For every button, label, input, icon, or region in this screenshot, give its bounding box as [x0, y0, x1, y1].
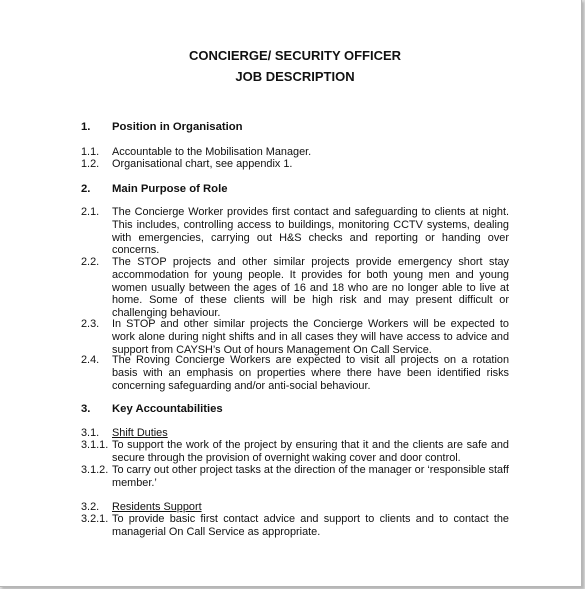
item-text: The Concierge Worker provides first contact and safeguarding to clients at night. This includes, controlling access to buildings, monitoring CCTV systems, dealing with emergencies, carrying out H&S checks and reporting or handing over concerns. — [112, 206, 509, 257]
item-text: To support the work of the project by ensuring that it and the clients are safe and secure through the provision of overnight waking cover and door control. — [112, 439, 509, 464]
list-item — [81, 256, 509, 320]
item-number: 3.1.2. — [81, 464, 109, 476]
list-item — [81, 464, 509, 490]
subsection-title: Residents Support — [112, 501, 202, 513]
item-number: 1.1. — [81, 146, 100, 158]
item-text: The STOP projects and other similar projects provide emergency short stay accommodation for young people. It provides for both young men and young women usually between the ages of 16 and 18 who are no longer able to live at home. Some of these clients will be high risk and may present difficult or challenging behaviour. — [112, 256, 509, 320]
item-number: 3.2.1. — [81, 513, 109, 525]
list-item — [81, 501, 509, 514]
item-number: 2.1. — [81, 206, 100, 218]
list-item — [81, 206, 509, 257]
item-number: 3.1. — [81, 427, 100, 439]
section-number: 3. — [81, 403, 91, 415]
section-title: Main Purpose of Role — [112, 183, 228, 195]
list-item — [81, 158, 509, 171]
item-number: 2.2. — [81, 256, 100, 268]
item-number: 3.2. — [81, 501, 100, 513]
section-title: Position in Organisation — [112, 121, 243, 133]
section-title: Key Accountabilities — [112, 403, 223, 415]
item-text: To carry out other project tasks at the direction of the manager or ‘responsible staff member.’ — [112, 464, 509, 489]
list-item — [81, 146, 509, 159]
item-number: 1.2. — [81, 158, 100, 170]
document-title: CONCIERGE/ SECURITY OFFICER — [188, 48, 402, 63]
list-item — [81, 354, 509, 392]
list-item — [81, 318, 509, 356]
list-item — [81, 427, 509, 440]
list-item — [81, 513, 509, 539]
subsection-title: Shift Duties — [112, 427, 168, 439]
item-number: 2.3. — [81, 318, 100, 330]
section-number: 1. — [81, 121, 91, 133]
item-text: The Roving Concierge Workers are expected to visit all projects on a rotation basis with an emphasis on properties where there have been identified risks concerning safeguarding and/or anti-social behaviour. — [112, 354, 509, 392]
item-text: Accountable to the Mobilisation Manager. — [112, 146, 312, 158]
document-subtitle: JOB DESCRIPTION — [235, 69, 355, 84]
item-text: To provide basic first contact advice and support to clients and to contact the managerial On Call Service as appropriate. — [112, 513, 509, 538]
section-number: 2. — [81, 183, 91, 195]
item-text: Organisational chart, see appendix 1. — [112, 158, 293, 170]
list-item — [81, 439, 509, 465]
item-number: 3.1.1. — [81, 439, 109, 451]
item-number: 2.4. — [81, 354, 100, 366]
item-text: In STOP and other similar projects the Concierge Workers will be expected to work alone during night shifts and in all cases they will have access to advice and support from CAYSH’s Out of hours Management On Call Service. — [112, 318, 509, 356]
